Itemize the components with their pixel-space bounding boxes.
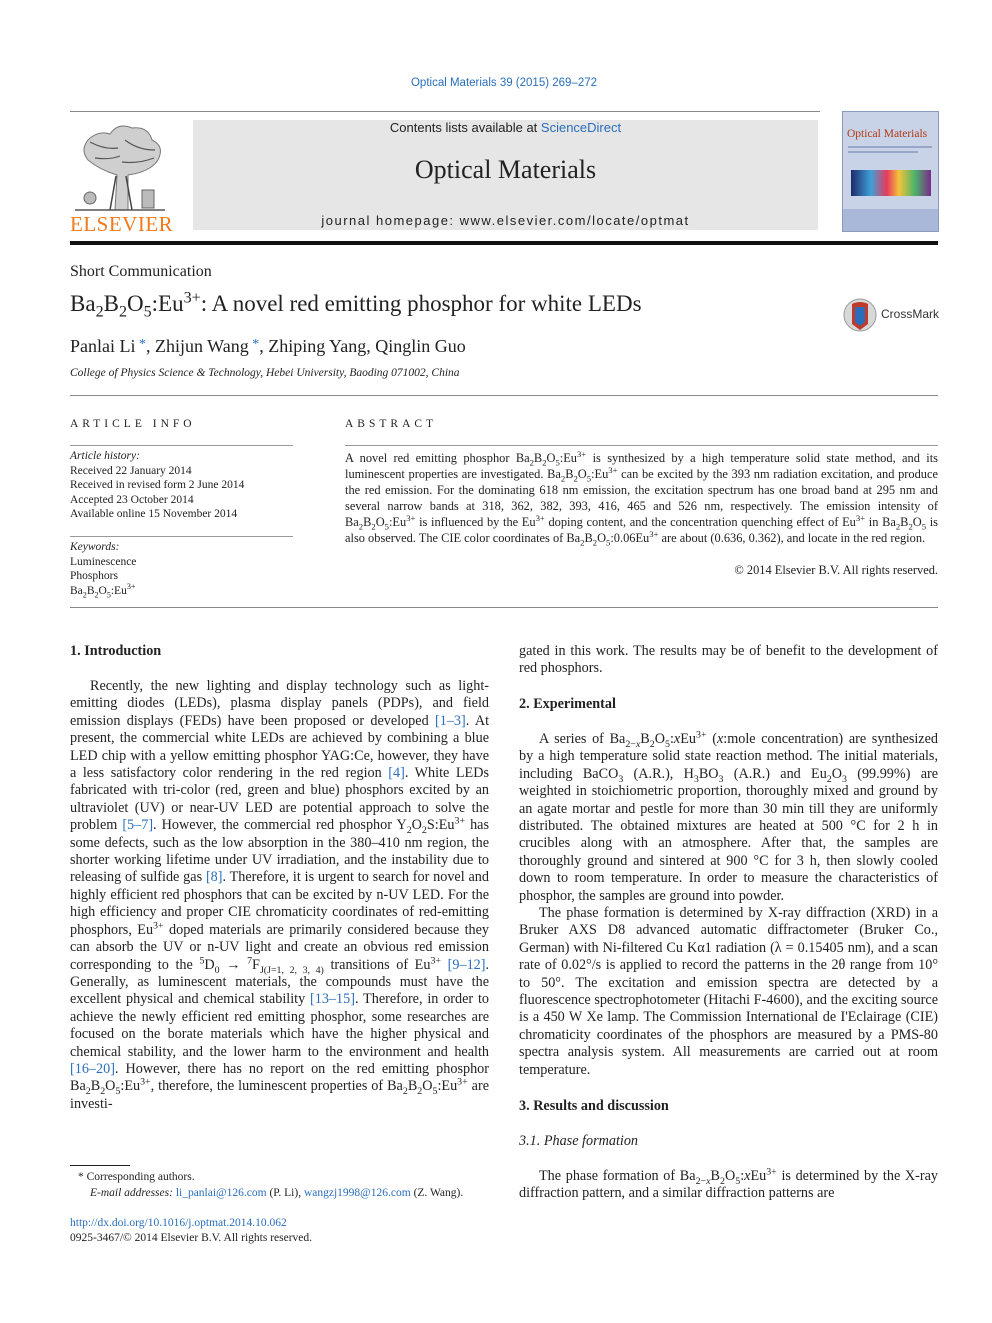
introduction-text: Recently, the new lighting and display technology such as light-emitting diodes (LEDs), plasma display panels (PDPs), and field emission displays (FEDs) have been proposed or developed [1–3]. At present, the commercial white LEDs are achieved by combining a blue LED chip with a yellow emitting phosphor YAG:Ce, however, they have a less satisfactory color rendering in the red region [4]. White LEDs fabricated with tri-color (red, green and blue) phosphors excited by an ultraviolet (UV) or near-UV LED are potential approach to solve the problem [5–7]. However, the commercial red phosphor $Y_2O_2S:Eu^{3+}$ has some defects, such as the low absorption in the 380–410 nm region, the shorter working lifetime under UV irradiation, and the instability due to releasing of sulfide gas [8]. Therefore, it is urgent to search for novel and highly efficient red phosphors that can be excited by n-UV LED. For the high efficiency and proper CIE chromaticity coordinates of red-emitting phosphors, $Eu^{3+}$ doped materials are primarily considered because they can absorb the UV or n-UV light and create an obvious red emission corresponding to the $^5D_0 \to ^7F_{J(J=1, 2, 3, 4)}$ transitions of $Eu^{3+}$ [9–12]. Generally, as luminescent materials, the compounds must have the excellent physical and chemical stability [13–15]. Therefore, in order to achieve the newly efficient red emitting phosphor, some researches are focused on the borate materials which have the higher physical and chemical stability, and the lower harm to the environment and health [16–20]. However, there has no report on the red emitting phosphor $Ba_2B_2O_5:Eu^{3+}$, therefore, the luminescent properties of $Ba_2B_2O_5:Eu^{3+}$ are investi-	[70, 678, 490, 1112]
header-rule	[70, 241, 938, 245]
author-1[interactable]: Panlai Li	[70, 336, 136, 356]
article-type: Short Communication	[70, 263, 212, 280]
section-heading-introduction: 1. Introduction	[70, 643, 162, 659]
sciencedirect-link[interactable]: ScienceDirect	[540, 120, 622, 135]
section-heading-experimental: 2. Experimental	[519, 696, 616, 712]
author-list: Panlai Li *, Zhijun Wang *, Zhiping Yang, Qinglin Guo	[70, 336, 466, 356]
affiliation: College of Physics Science & Technology, Hebei University, Baoding 071002, China	[70, 367, 460, 379]
journal-reference[interactable]: Optical Materials 39 (2015) 269–272	[410, 77, 598, 89]
article-history	[70, 449, 293, 522]
footnote-rule	[70, 1165, 130, 1166]
email-note	[90, 1186, 463, 1201]
crossmark-badge[interactable]	[843, 298, 943, 334]
journal-homepage[interactable]: journal homepage: www.elsevier.com/locate/optmat	[321, 213, 690, 228]
author-3[interactable]: Zhiping Yang	[268, 336, 367, 356]
history-online: Available online 15 November 2014	[70, 508, 238, 521]
crossmark-icon	[843, 298, 877, 332]
issn-line: 0925-3467/© 2014 Elsevier B.V. All rights reserved.	[70, 1232, 313, 1244]
journal-cover[interactable]	[842, 111, 939, 232]
affiliation-rule	[70, 395, 938, 396]
contents-prefix: Contents lists available at	[389, 120, 541, 135]
email-owner-li: (P. Li),	[269, 1187, 302, 1199]
crossmark-label: CrossMark	[881, 307, 940, 321]
subsection-heading-phase: 3.1. Phase formation	[519, 1133, 639, 1149]
author-2[interactable]: Zhijun Wang	[155, 336, 249, 356]
history-label: Article history:	[70, 450, 140, 462]
cover-image	[851, 170, 931, 196]
email-link-wang[interactable]: wangzj1998@126.com	[303, 1187, 411, 1199]
keywords-label: Keywords:	[70, 541, 120, 553]
contents-line	[193, 120, 818, 135]
experimental-paragraph-2: The phase formation is determined by X-ray diffraction (XRD) in a Bruker AXS D8 advanced automatic diffractometer (Bruker Co., German) with Ni-filtered Cu Kα1 radiation (λ = 0.15405 nm), and a scan rate of 0.02°/s is applied to record the patterns in the 2θ range from 10° to 50°. The excitation and emission spectra are detected by a fluorescence spectrophotometer (Hitachi F-4600), and the exciting source is a 450 W Xe lamp. The Commission International de I'Eclairage (CIE) chromaticity coordinates of the phosphors are measured by a PMS-80 spectra analysis system. All measurements are carried out at room temperature.	[519, 905, 938, 1078]
abstract-label: ABSTRACT	[345, 418, 438, 430]
introduction-continued: gated in this work. The results may be of benefit to the development of red phosphors.	[519, 643, 938, 677]
history-received: Received 22 January 2014	[70, 464, 192, 477]
email-owner-wang: (Z. Wang).	[413, 1187, 464, 1199]
corresponding-note: * Corresponding authors.	[78, 1171, 195, 1183]
elsevier-logo	[70, 120, 174, 236]
abstract-copyright: © 2014 Elsevier B.V. All rights reserved.	[734, 563, 938, 577]
title-text: : A novel red emitting phosphor for white LEDs	[200, 291, 642, 316]
email-link-li[interactable]: li_panlai@126.com	[175, 1187, 267, 1199]
keyword: Phosphors	[70, 570, 118, 583]
keywords	[70, 540, 293, 598]
abstract-rule	[70, 607, 938, 608]
article-title: $Ba_2B_2O_5:Eu^{3+}$: A novel red emitting phosphor for white LEDs	[70, 289, 642, 321]
keyword: Luminescence	[70, 555, 137, 568]
history-revised: Received in revised form 2 June 2014	[70, 479, 245, 492]
journal-header	[193, 120, 818, 230]
doi-link[interactable]: http://dx.doi.org/10.1016/j.optmat.2014.10.062	[70, 1217, 287, 1229]
history-accepted: Accepted 23 October 2014	[70, 493, 194, 506]
abstract-text: A novel red emitting phosphor $Ba_2B_2O_5:Eu^{3+}$ is synthesized by a high temperature solid state method, and its luminescent properties are investigated. $Ba_2B_2O_5:Eu^{3+}$ can be excited by the 393 nm radiation excitation, and produce the red emission. For the dominating 618 nm emission, the excitation spectrum has one broad band at 295 nm and several narrow bands at 318, 362, 382, 393, 416, 465 and 526 nm, respectively. The emission intensity of $Ba_2B_2O_5:Eu^{3+}$ is influenced by the $Eu^{3+}$ doping content, and the concentration quenching effect of $Eu^{3+}$ in $Ba_2B_2O_5$ is also observed. The CIE color coordinates of $Ba_2B_2O_5:0.06Eu^{3+}$ are about (0.636, 0.362), and locate in the red region.	[345, 448, 938, 548]
experimental-paragraph-1: A series of $Ba_{2-x}B_2O_5:xEu^{3+}$ (x:mole concentration) are synthesized by a high temperature solid state reaction method. The initial materials, including BaCO$_3$ (A.R.), $H_3BO_3$ (A.R.) and $Eu_2O_3$ (99.99%) are weighted in stoichiometric proportion, thoroughly mixed and ground by an agate mortar and pestle for more than 30 min till they are uniformly distributed. The obtained mixtures are heated at 500 °C for 2 h in crucibles along with an atmosphere. After that, the samples are thoroughly ground and sintered at 900 °C for 3 h, then slowly cooled down to room temperature. In order to measure the characteristics of phosphor, the samples are ground into powder.	[519, 729, 939, 904]
cover-title: Optical Materials	[847, 128, 928, 140]
article-info-label: ARTICLE INFO	[70, 418, 196, 430]
email-label: E-mail addresses:	[90, 1187, 173, 1199]
top-rule	[70, 111, 820, 112]
section-heading-results: 3. Results and discussion	[519, 1098, 669, 1114]
author-4[interactable]: Qinglin Guo	[375, 336, 466, 356]
phase-formation-text: The phase formation of $Ba_{2-x}B_2O_5:xEu^{3+}$ is determined by the X-ray diffraction pattern, and a similar diffraction patterns are	[519, 1166, 938, 1202]
elsevier-tree-icon	[70, 120, 170, 212]
journal-title: Optical Materials	[414, 155, 597, 184]
publisher-name: ELSEVIER	[70, 212, 174, 236]
keyword: $Ba_2B_2O_5:Eu^{3+}$	[70, 581, 136, 600]
